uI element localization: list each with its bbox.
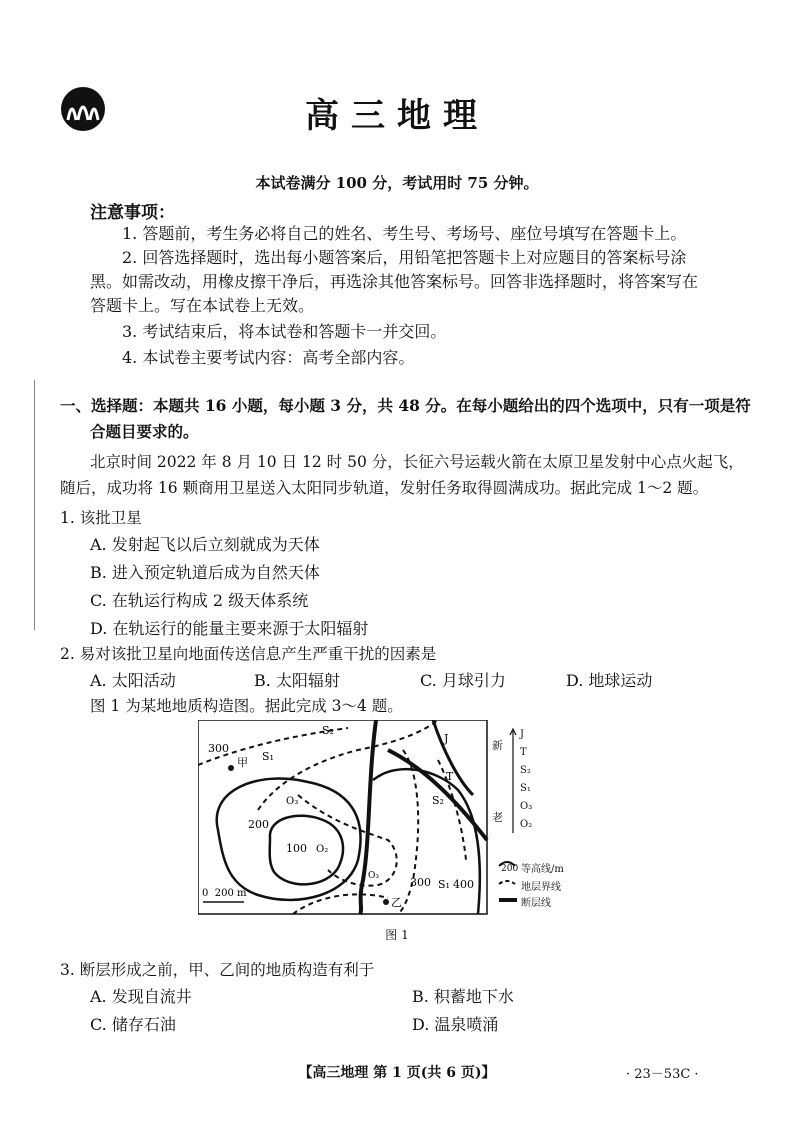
point-label: 甲 [237, 756, 248, 769]
option-c: C. 月球引力 [420, 671, 506, 690]
option-d: D. 温泉喷涌 [412, 1015, 499, 1034]
contour-label: 100 [286, 842, 307, 855]
stratum-label: T [446, 770, 454, 783]
notice-item: 4. 本试卷主要考试内容：高考全部内容。 [122, 348, 415, 367]
notice-item: 3. 考试结束后，将本试卷和答题卡一并交回。 [122, 322, 447, 341]
notice-item: 2. 回答选择题时，选出每小题答案后，用铅笔把答题卡上对应题目的答案标号涂 [122, 248, 687, 267]
strata-arrow-icon [508, 727, 518, 837]
contour-label: 200 [248, 818, 269, 831]
strata-layer: O₂ [520, 819, 533, 830]
option-b: B. 太阳辐射 [254, 671, 340, 690]
stratum-boundary [398, 750, 418, 914]
contour-label: 300 [410, 876, 431, 889]
stratum-label: S₂ [432, 794, 444, 807]
option-d: D. 在轨运行的能量主要来源于太阳辐射 [90, 619, 369, 638]
stratum-label: J [444, 732, 449, 745]
option-c: C. 储存石油 [90, 1015, 176, 1034]
question-stem: 3. 断层形成之前，甲、乙间的地质构造有利于 [60, 961, 375, 979]
legend-boundary: 地层界线 [521, 882, 561, 893]
strata-old-label: 老 [492, 811, 503, 824]
legend-contour-value: 200 [501, 864, 519, 874]
material-text: 北京时间 2022 年 8 月 10 日 12 时 50 分，长征六号运载火箭在太原卫星发射中心点火起飞， [90, 453, 744, 471]
fault-line [360, 720, 376, 914]
notice-item: 答题卡上。写在本试卷上无效。 [90, 296, 315, 315]
option-c: C. 在轨运行构成 2 级天体系统 [90, 591, 309, 610]
point-yi-icon [383, 899, 389, 905]
section-heading: 一、选择题：本题共 16 小题，每小题 3 分，共 48 分。在每小题给出的四个选项中，只有一项是符 [60, 396, 751, 415]
notice-item: 黑。如需改动，用橡皮擦干净后，再选涂其他答案标号。回答非选择题时，将答案写在 [90, 272, 699, 291]
option-b: B. 进入预定轨道后成为自然天体 [90, 563, 320, 582]
page-footer: 【高三地理 第 1 页(共 6 页)】 [298, 1065, 496, 1081]
stratum-label: O₃ [368, 871, 379, 881]
strata-column [492, 727, 537, 837]
contour-label: 400 [453, 878, 474, 891]
legend-contour: 等高线/m [521, 864, 564, 875]
margin-line [34, 380, 35, 630]
stratum-boundary [298, 795, 397, 886]
strata-layer: J [520, 729, 525, 740]
exam-info: 本试卷满分 100 分，考试用时 75 分钟。 [255, 174, 539, 192]
stratum-label: S₁ [262, 750, 274, 763]
strata-layer: S₁ [520, 783, 531, 794]
exam-code: · 23－53C · [626, 1067, 699, 1082]
option-a: A. 太阳活动 [90, 671, 176, 690]
strata-layer: S₂ [520, 765, 531, 776]
stratum-label: S₂ [322, 724, 334, 737]
point-jia-icon [228, 765, 234, 771]
legend-fault: 断层线 [521, 898, 551, 909]
option-a: A. 发现自流井 [90, 987, 192, 1006]
map-legend [497, 856, 587, 916]
figure-intro: 图 1 为某地地质构造图。据此完成 3～4 题。 [90, 697, 403, 715]
option-b: B. 积蓄地下水 [412, 987, 514, 1006]
material-text: 随后，成功将 16 颗商用卫星送入太阳同步轨道，发射任务取得圆满成功。据此完成 1～2 题。 [60, 479, 709, 497]
page-title: 高三地理 [305, 96, 489, 136]
figure-caption: 图 1 [385, 928, 409, 942]
stratum-label: S₁ [438, 878, 450, 891]
notice-item: 1. 答题前，考生务必将自己的姓名、考生号、考场号、座位号填写在答题卡上。 [122, 224, 687, 243]
point-label: 乙 [391, 896, 402, 909]
option-d: D. 地球运动 [566, 671, 653, 690]
question-stem: 1. 该批卫星 [60, 509, 142, 527]
contour-label: 300 [208, 742, 229, 755]
notice-heading: 注意事项： [90, 203, 175, 223]
stratum-label: O₂ [316, 844, 329, 855]
stratum-label: O₃ [286, 796, 299, 807]
strata-layer: T [520, 747, 527, 758]
strata-new-label: 新 [492, 739, 503, 752]
scale-label: 0 200 m [202, 888, 247, 899]
strata-layer: O₃ [520, 801, 533, 812]
section-heading-cont: 合题目要求的。 [90, 422, 199, 441]
question-stem: 2. 易对该批卫星向地面传送信息产生严重干扰的因素是 [60, 645, 437, 663]
option-a: A. 发射起飞以后立刻就成为天体 [90, 535, 320, 554]
